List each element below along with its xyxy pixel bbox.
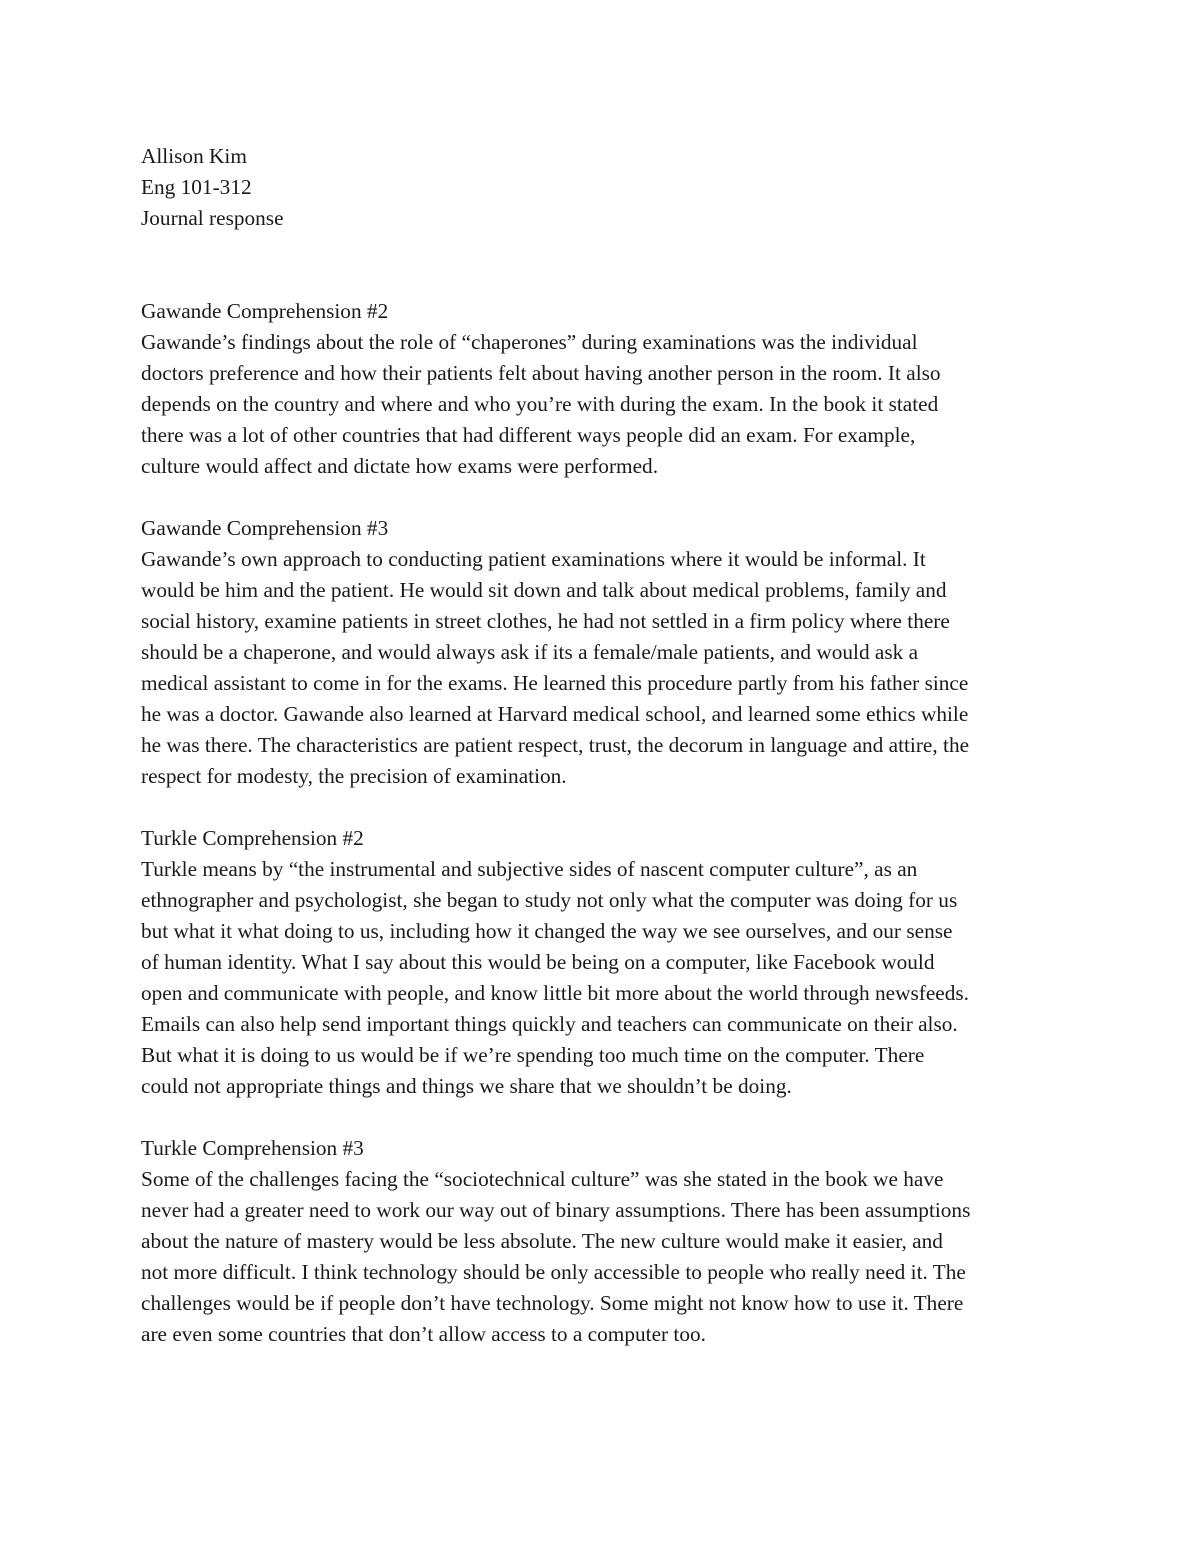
paragraph-line: respect for modesty, the precision of examination. bbox=[141, 764, 567, 788]
paragraph-line: But what it is doing to us would be if we’re spending too much time on the computer. There bbox=[141, 1043, 925, 1067]
paragraph-line: there was a lot of other countries that had different ways people did an exam. For example, bbox=[141, 423, 916, 447]
course-code: Eng 101-312 bbox=[141, 175, 252, 199]
paragraph-line: culture would affect and dictate how exams were performed. bbox=[141, 454, 659, 478]
section-gawande-2 bbox=[141, 296, 1071, 482]
paragraph-line: should be a chaperone, and would always ask if its a female/male patients, and would ask a bbox=[141, 640, 919, 664]
section-turkle-3 bbox=[141, 1133, 1071, 1350]
header-block bbox=[141, 141, 1071, 234]
paragraph-line: Emails can also help send important things quickly and teachers can communicate on their also. bbox=[141, 1012, 958, 1036]
author-name: Allison Kim bbox=[141, 144, 247, 168]
section-title: Turkle Comprehension #3 bbox=[141, 1136, 364, 1160]
document-page bbox=[141, 141, 1071, 1381]
paragraph-line: not more difficult. I think technology should be only accessible to people who really need it. The bbox=[141, 1260, 966, 1284]
paragraph-line: challenges would be if people don’t have technology. Some might not know how to use it. There bbox=[141, 1291, 964, 1315]
section-title: Turkle Comprehension #2 bbox=[141, 826, 364, 850]
paragraph-line: would be him and the patient. He would sit down and talk about medical problems, family and bbox=[141, 578, 947, 602]
section-title: Gawande Comprehension #2 bbox=[141, 299, 389, 323]
paragraph-line: Gawande’s own approach to conducting patient examinations where it would be informal. It bbox=[141, 547, 926, 571]
paragraph-line: are even some countries that don’t allow access to a computer too. bbox=[141, 1322, 706, 1346]
section-body bbox=[141, 854, 1071, 1102]
paragraph-line: of human identity. What I say about this would be being on a computer, like Facebook would bbox=[141, 950, 935, 974]
paragraph-line: never had a greater need to work our way out of binary assumptions. There has been assumptions bbox=[141, 1198, 971, 1222]
paragraph-line: but what it what doing to us, including how it changed the way we see ourselves, and our sense bbox=[141, 919, 953, 943]
paragraph-line: Some of the challenges facing the “sociotechnical culture” was she stated in the book we have bbox=[141, 1167, 944, 1191]
paragraph-line: social history, examine patients in street clothes, he had not settled in a firm policy where there bbox=[141, 609, 950, 633]
paragraph-line: medical assistant to come in for the exams. He learned this procedure partly from his father since bbox=[141, 671, 969, 695]
section-body bbox=[141, 327, 1071, 482]
paragraph-line: doctors preference and how their patients felt about having another person in the room. It also bbox=[141, 361, 941, 385]
paragraph-line: could not appropriate things and things we share that we shouldn’t be doing. bbox=[141, 1074, 792, 1098]
section-body bbox=[141, 1164, 1071, 1350]
paragraph-line: he was a doctor. Gawande also learned at Harvard medical school, and learned some ethics while bbox=[141, 702, 969, 726]
paragraph-line: about the nature of mastery would be less absolute. The new culture would make it easier, and bbox=[141, 1229, 943, 1253]
paragraph-line: Turkle means by “the instrumental and subjective sides of nascent computer culture”, as an bbox=[141, 857, 918, 881]
paragraph-line: depends on the country and where and who you’re with during the exam. In the book it stated bbox=[141, 392, 939, 416]
paragraph-line: ethnographer and psychologist, she began to study not only what the computer was doing for us bbox=[141, 888, 958, 912]
section-turkle-2 bbox=[141, 823, 1071, 1102]
paragraph-line: open and communicate with people, and know little bit more about the world through newsfeeds. bbox=[141, 981, 970, 1005]
section-title: Gawande Comprehension #3 bbox=[141, 516, 389, 540]
section-gawande-3 bbox=[141, 513, 1071, 792]
section-body bbox=[141, 544, 1071, 792]
paragraph-line: Gawande’s findings about the role of “chaperones” during examinations was the individual bbox=[141, 330, 918, 354]
paragraph-line: he was there. The characteristics are patient respect, trust, the decorum in language and attire, the bbox=[141, 733, 970, 757]
assignment-title: Journal response bbox=[141, 206, 284, 230]
